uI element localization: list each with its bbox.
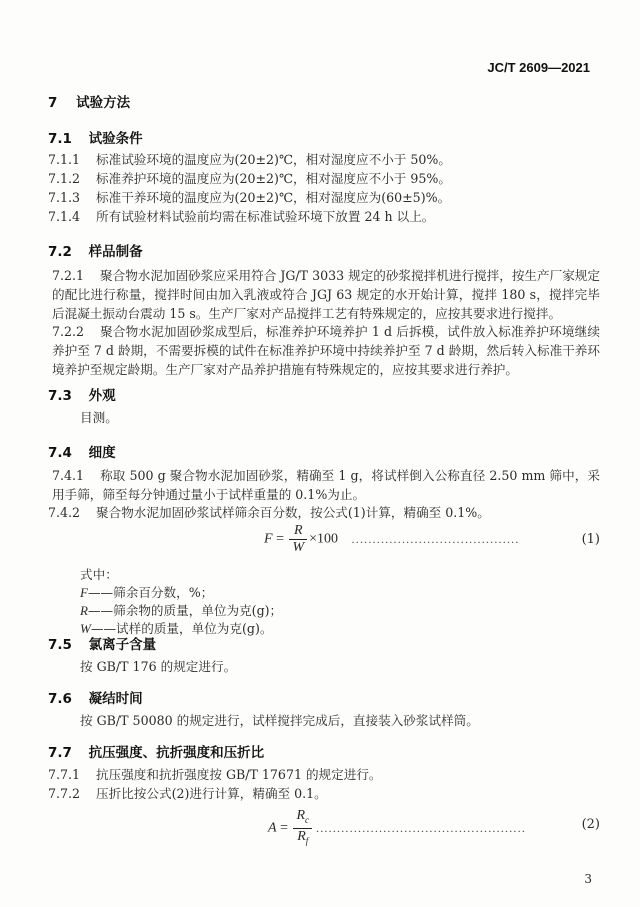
section-7-5-heading <box>48 633 156 653</box>
clause-number: 7.1.1 <box>48 152 81 167</box>
section-7-4-heading <box>48 441 116 461</box>
page-number: 3 <box>584 872 592 886</box>
clause-7-2-2 <box>52 322 600 379</box>
clause-text: 称取 500 g 聚合物水泥加固砂浆，精确至 1 g，将试样倒入公称直径 2.50 mm 筛中，采用手筛，筛至每分钟通过量小于试样重量的 0.1%为止。 <box>52 468 600 502</box>
formula-fraction <box>293 808 312 849</box>
standard-code: JC/T 2609—2021 <box>487 60 590 75</box>
section-number: 7.3 <box>48 388 72 404</box>
section-number: 7.4 <box>48 445 72 461</box>
clause-7-4-2 <box>48 504 490 522</box>
section-number: 7.2 <box>48 244 72 260</box>
clause-7-7-2 <box>48 785 327 803</box>
numerator-symbol: R <box>296 808 306 823</box>
numerator-subscript: c <box>305 814 310 825</box>
section-7-2-heading <box>48 240 143 260</box>
clause-number: 7.1.3 <box>48 190 81 205</box>
clause-number: 7.2.1 <box>52 268 85 283</box>
variable-description: ——试样的质量，单位为克(g)。 <box>90 621 273 636</box>
section-title: 试验方法 <box>76 95 131 111</box>
section-title: 外观 <box>88 388 116 404</box>
clause-7-1-1 <box>48 151 451 169</box>
section-7-3-body: 目测。 <box>80 410 118 425</box>
section-title: 氯离子含量 <box>88 637 157 653</box>
clause-text: 标准试验环境的温度应为(20±2)℃，相对湿度应不小于 50%。 <box>96 152 451 167</box>
clause-number: 7.4.1 <box>52 468 85 483</box>
where-line-f <box>80 584 213 602</box>
clause-7-1-2 <box>48 170 451 188</box>
clause-text: 聚合物水泥加固砂浆应采用符合 JG/T 3033 规定的砂浆搅拌机进行搅拌，按生产厂家规定的配比进行称量，搅拌时间由加入乳液或符合 JGJ 63 规定的水开始计算，搅拌 180 s，搅拌完毕后混凝土振动台震动 15 s。生产厂家对产品搅拌工艺有特殊规定的，应按其要求进行搅拌。 <box>52 268 600 321</box>
section-7-heading <box>48 91 130 111</box>
section-7-3-heading <box>48 384 116 404</box>
section-title: 抗压强度、抗折强度和压折比 <box>88 745 265 761</box>
section-number: 7.6 <box>48 691 72 707</box>
clause-text: 所有试验材料试验前均需在标准试验环境下放置 24 h 以上。 <box>96 209 435 224</box>
section-number: 7.1 <box>48 131 72 147</box>
formula-multiplier: ×100 <box>309 531 339 547</box>
clause-text: 标准养护环境的温度应为(20±2)℃，相对湿度应不小于 95%。 <box>96 171 451 186</box>
formula-1 <box>264 523 520 556</box>
section-7-6-heading <box>48 687 143 707</box>
denominator-symbol: R <box>297 828 306 844</box>
formula-numerator <box>293 808 312 829</box>
formula-symbol: A <box>268 820 277 836</box>
where-intro: 式中： <box>80 567 118 582</box>
formula-fraction <box>289 523 307 556</box>
section-7-5-body: 按 GB/T 176 的规定进行。 <box>80 659 237 674</box>
clause-number: 7.7.2 <box>48 786 81 801</box>
section-number: 7 <box>48 95 58 111</box>
formula-2-label: (2) <box>581 817 600 832</box>
formula-operator: = <box>280 820 288 836</box>
formula-numerator: R <box>289 523 307 540</box>
where-line-r <box>80 602 282 620</box>
variable-symbol: W <box>80 621 91 636</box>
formula-denominator: W <box>292 540 305 555</box>
clause-7-1-4 <box>48 208 434 226</box>
section-title: 细度 <box>88 445 116 461</box>
section-number: 7.5 <box>48 637 72 653</box>
formula-operator: = <box>276 531 284 547</box>
variable-description: ——筛余百分数，%； <box>87 585 214 600</box>
clause-number: 7.7.1 <box>48 767 81 782</box>
section-title: 样品制备 <box>88 244 143 260</box>
formula-denominator <box>293 829 312 849</box>
formula-2 <box>268 808 526 849</box>
section-7-1-heading <box>48 127 143 147</box>
clause-number: 7.1.2 <box>48 171 81 186</box>
section-title: 凝结时间 <box>88 691 143 707</box>
variable-description: ——筛余物的质量，单位为克(g)； <box>87 603 283 618</box>
clause-7-1-3 <box>48 189 450 207</box>
variable-symbol: R <box>80 603 88 618</box>
section-number: 7.7 <box>48 745 72 761</box>
formula-leader-dots: .................................................. <box>316 820 527 835</box>
clause-text: 压折比按公式(2)进行计算，精确至 0.1。 <box>96 786 327 801</box>
clause-7-7-1 <box>48 766 382 784</box>
clause-text: 标准干养环境的温度应为(20±2)℃，相对湿度应为(60±5)%。 <box>96 190 451 205</box>
formula-leader-dots: ........................................ <box>351 531 520 546</box>
clause-text: 聚合物水泥加固砂浆试样筛余百分数，按公式(1)计算，精确至 0.1%。 <box>96 505 490 520</box>
clause-number: 7.1.4 <box>48 209 81 224</box>
section-7-7-heading <box>48 741 264 761</box>
clause-7-4-1 <box>52 466 600 504</box>
clause-text: 聚合物水泥加固砂浆成型后，标准养护环境养护 1 d 后拆模，试件放入标准养护环境继续养护至 7 d 龄期，不需要拆模的试件在标准养护环境中持续养护至 7 d 龄期，然后转入标准干养环境养护至规定龄期。生产厂家对产品养护措施有特殊规定的，应按其要求进行养护。 <box>52 324 600 377</box>
formula-symbol: F <box>264 531 273 547</box>
section-7-6-body: 按 GB/T 50080 的规定进行，试样搅拌完成后，直接装入砂浆试样筒。 <box>80 713 479 728</box>
formula-1-label: (1) <box>581 532 600 547</box>
clause-number: 7.2.2 <box>52 324 85 339</box>
section-title: 试验条件 <box>88 131 143 147</box>
clause-7-2-1 <box>52 266 600 323</box>
clause-text: 抗压强度和抗折强度按 GB/T 17671 的规定进行。 <box>96 767 382 782</box>
denominator-subscript: f <box>305 835 309 846</box>
clause-number: 7.4.2 <box>48 505 81 520</box>
variable-symbol: F <box>80 585 88 600</box>
